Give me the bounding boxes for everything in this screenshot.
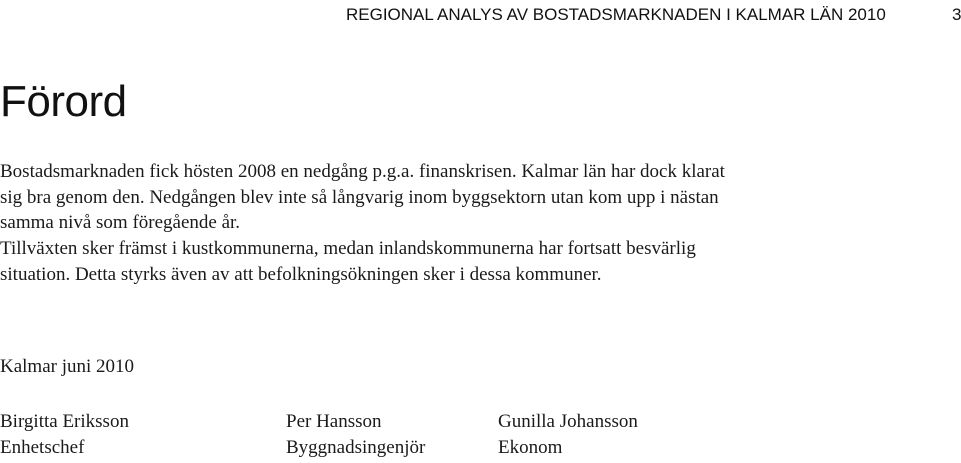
signatory-name: Per Hansson bbox=[286, 411, 382, 432]
paragraph-line: samma nivå som föregående år. bbox=[0, 212, 241, 234]
paragraph-line: sig bra genom den. Nedgången blev inte så långvarig inom byggsektorn utan kom upp i nästan bbox=[0, 186, 719, 208]
signature-block bbox=[498, 409, 638, 461]
signatory-role: Ekonom bbox=[498, 437, 563, 458]
place-date: Kalmar juni 2010 bbox=[0, 356, 135, 377]
signatory-name: Birgitta Eriksson bbox=[0, 411, 129, 432]
signatory-role: Enhetschef bbox=[0, 437, 85, 458]
running-title: REGIONAL ANALYS AV BOSTADSMARKNADEN I KALMAR LÄN 2010 bbox=[346, 5, 886, 24]
paragraph-line: Bostadsmarknaden fick hösten 2008 en nedgång p.g.a. finanskrisen. Kalmar län har dock klarat bbox=[0, 161, 725, 182]
page-header bbox=[346, 2, 960, 28]
signature-block bbox=[0, 409, 129, 461]
paragraph-line: situation. Detta styrks även av att befolkningsökningen sker i dessa kommuner. bbox=[0, 263, 602, 285]
signatory-name: Gunilla Johansson bbox=[498, 411, 638, 432]
paragraph-line: Tillväxten sker främst i kustkommunerna, medan inlandskommunerna har fortsatt besvärlig bbox=[0, 238, 696, 260]
page-number: 3 bbox=[952, 5, 961, 24]
page-title: Förord bbox=[0, 77, 127, 126]
signatory-role: Byggnadsingenjör bbox=[286, 437, 426, 458]
signature-block bbox=[286, 409, 425, 461]
foreword-paragraph bbox=[0, 159, 950, 287]
